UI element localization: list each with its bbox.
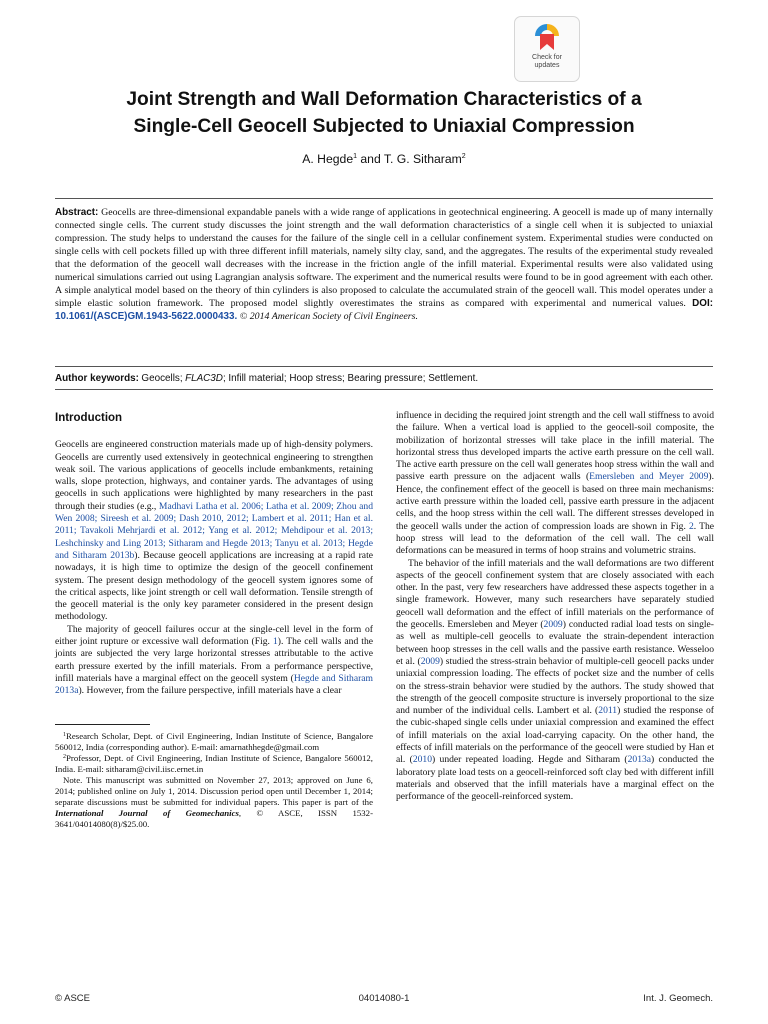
right-p2-text-5: ) under repeated loading. Hegde and Sitharam ( — [432, 754, 628, 766]
right-paragraph-2 — [396, 558, 714, 804]
fig-1-link[interactable]: 1 — [273, 636, 278, 648]
note-text-2: , © ASCE, ISSN 1532-3641/04014080(8)/$25.00. — [55, 807, 373, 829]
footer-page-id: 04014080-1 — [358, 993, 410, 1004]
author-list — [40, 152, 728, 166]
right-p2-text-4: ) studied the response of the cubic-shaped single cells under uniaxial compression and examined the effect of infill materials on the axial load-carrying capacity. On the other hand, the effects of infill materials on the performance of the geocell were studied by Han et al. ( — [396, 705, 714, 766]
right-p2-text-2: ) conducted radial load tests on single- as well as multiple-cell geocells to evaluate the strain-dependent interaction between hoop stresses in the cell walls and the passive earth resistance. Wesseloo et al. ( — [396, 619, 714, 667]
left-column — [55, 408, 373, 830]
footnote-1-mark: 1 — [63, 731, 66, 738]
abstract-copyright: © 2014 American Society of Civil Engineers. — [239, 311, 418, 322]
paper-title — [40, 86, 728, 140]
footnote-1-text: Research Scholar, Dept. of Civil Engineering, Indian Institute of Science, Bangalore 560012, India (corresponding author). E-mail: amarnathhegde@gmail.com — [55, 730, 373, 752]
divider-top — [55, 198, 713, 199]
title-line-1: Joint Strength and Wall Deformation Characteristics of a — [126, 89, 642, 110]
keyword-flac3d: FLAC3D — [185, 373, 223, 384]
badge-line-1: Check for — [532, 54, 562, 61]
intro-p2-text-1: The majority of geocell failures occur at the single-cell level in the form of either joint rupture or excessive wall deformation (Fig. — [55, 623, 373, 648]
doi-label: DOI: — [692, 298, 714, 309]
author-keywords — [55, 372, 713, 385]
badge-line-2: updates — [534, 62, 560, 69]
author-2: T. G. Sitharam — [383, 152, 462, 166]
ref-2010-link[interactable]: 2010 — [412, 754, 433, 766]
abstract — [55, 206, 713, 323]
footnote-1 — [55, 731, 373, 753]
author-1: A. Hegde — [302, 152, 354, 166]
fig-2-link[interactable]: 2 — [688, 520, 694, 532]
divider-keywords-top — [55, 366, 713, 367]
intro-paragraph-1 — [55, 439, 373, 623]
divider-keywords-bottom — [55, 389, 713, 390]
right-column — [396, 410, 714, 804]
ref-2009-b-link[interactable]: 2009 — [420, 655, 440, 667]
check-for-updates-badge[interactable] — [514, 16, 580, 82]
right-paragraph-1 — [396, 410, 714, 558]
author-joiner: and — [357, 152, 384, 166]
footnote-2-mark: 2 — [63, 753, 66, 760]
footer-journal: Int. J. Geomech. — [643, 993, 713, 1004]
footer-copyright: © ASCE — [55, 993, 90, 1004]
intro-p1-text-2: ). Because geocell applications are increasing at a rapid rate nowadays, it is high time to optimize the design of the geocell confinement system. The present design methodology of the geocell system ignores some of the critical aspects, like joint strength or cell wall deformation. Tensile strength of the geocell material is the only key parameter considered in the present design methodology. — [55, 549, 373, 623]
right-p1-text-1: influence in deciding the required joint strength and the cell wall stiffness to avoid the failure. When a vertical load is applied to the geocell-soil composite, the mobilization of horizontal stresses will take place in the infill material. The horizontal stress thus developed imparts the active earth pressure on the cell wall. The active earth pressure on the cell wall generates hoop stress within the wall and passive earth pressure on the adjacent walls ( — [396, 410, 714, 483]
keyword-geocells: Geocells; — [141, 373, 183, 384]
intro-paragraph-2 — [55, 624, 373, 698]
footnote-2 — [55, 753, 373, 775]
intro-p1-text-1: Geocells are engineered construction materials made up of high-density polymers. Geocells are currently used extensively in geotechnical engineering to strengthen weak soil. The various applications of geocells include embankments, retaining walls, slope protection, highways, and container yards. The advantages of using geocells in such applications were highlighted by many researchers in the past through their studies (e.g., — [55, 439, 373, 512]
author-2-mark: 2 — [461, 153, 466, 160]
keywords-label: Author keywords: — [55, 373, 139, 384]
right-p1-text-2: ). Hence, the confinement effect of the geocell is based on three main mechanisms: active earth pressure within the loaded cell, passive earth pressure in the adjacent cells, and the hoop stress within the cell wall. The different stresses developed in the geocell walls under the action of compression loads are shown in Fig. — [396, 471, 714, 532]
ref-emersleben-link[interactable]: Emersleben and Meyer 2009 — [589, 471, 709, 483]
abstract-label: Abstract: — [55, 207, 99, 218]
keyword-rest: ; Infill material; Hoop stress; Bearing pressure; Settlement. — [222, 373, 479, 384]
ref-2009-a-link[interactable]: 2009 — [543, 619, 563, 631]
footnote-divider — [55, 724, 150, 725]
author-1-mark: 1 — [353, 153, 358, 160]
intro-p2-text-2: ). The cell walls and the joints are subjected the very large horizontal stresses attributable to the active earth pressure exerted by the infill materials. From a performance perspective, infill materials have a marginal effect on the geocell system ( — [55, 636, 373, 684]
right-p2-text-1: The behavior of the infill materials and the wall deformations are two different aspects of the geocell confinement system that are closely associated with each other. In the past, very few researchers have addressed these aspects together in a single framework. However, many such researchers have separately studied geocell wall deformation and the effect of infill materials on the performance of the geocells. Emersleben and Meyer ( — [396, 557, 714, 631]
ref-hegde-2013a-link[interactable]: Hegde and Sitharam 2013a — [55, 672, 373, 697]
abstract-text: Geocells are three-dimensional expandable panels with a wide range of applications in geotechnical engineering. A geocell is made up of many internally connected single cells. The current study discusses the joint strength and the wall deformation characteristics of a single cell when it is subjected to uniaxial compression. The study helps to understand the causes for the failure of the single cell in a cellular confinement system. Experimental studies were conducted on single cells with cell pockets filled up with three different infill materials, namely silty clay, sand, and the aggregates. The results of the experimental study revealed that the deformation of the geocell wall decreases with the increase in the friction angle of the infill material. Experimental results were also validated using numerical simulations carried out using Lagrangian analysis software. The experiment and the numerical results were found to be in good agreement with each other. A simple analytical model based on the theory of thin cylinders is also proposed to calculate the accumulated strain of the geocell wall. This model operates under a simple elastic solution framework. The proposed model slightly overestimates the strains as compared with experimental and numerical values. — [55, 207, 714, 309]
note-text-1: Note. This manuscript was submitted on November 27, 2013; approved on June 6, 2014; published online on July 1, 2014. Discussion period open until December 1, 2014; separate discussions must be submitted for individual papers. This paper is part of the — [55, 774, 373, 807]
ref-2011-link[interactable]: 2011 — [598, 705, 618, 717]
journal-name: International Journal of Geomechanics — [55, 807, 239, 818]
title-line-2: Single-Cell Geocell Subjected to Uniaxial Compression — [133, 116, 635, 137]
ref-2013a-link[interactable]: 2013a — [627, 754, 652, 766]
doi-link[interactable]: 10.1061/(ASCE)GM.1943-5622.0000433. — [55, 311, 238, 322]
footnote-2-text: Professor, Dept. of Civil Engineering, Indian Institute of Science, Bangalore 560012, India. E-mail: sitharam@civil.iisc.ernet.in — [55, 752, 373, 774]
intro-p2-text-3: ). However, from the failure perspective, infill materials have a clear — [78, 685, 342, 697]
intro-p1-references[interactable]: Madhavi Latha et al. 2006; Latha et al. 2009; Zhou and Wen 2008; Sireesh et al. 2009; Dash 2010, 2012; Lambert et al. 2011; Han et al. 2011; Tavakoli Mehrjardi et al. 2012; Yang et al. 2012; Mehdipour et al. 2013; Leshchinsky and Ling 2013; Sitharam and Hegde 2013; Tanyu et al. 2013; Hegde and Sitharam 2013b — [55, 500, 373, 561]
right-p2-text-3: ) studied the stress-strain behavior of multiple-cell geocell packs under uniaxial compression loading. The effects of pocket size and the number of cells on the stress-strain behavior were studied by the authors. The study showed that the strength of the geocell composite structure is inversely proportional to the size and number of the individual cells. Lambert et al. ( — [396, 655, 714, 717]
crossmark-icon — [533, 22, 561, 52]
right-p1-text-3: . The hoop stress will lead to the deformation of the cell wall. The cell wall deformations can be measured in terms of hoop strains and volumetric strains. — [396, 520, 714, 557]
right-p2-text-6: ) conducted the laboratory plate load tests on a geocell-reinforced soft clay bed with different infill materials and observed that the infill materials have a marginal effect on the performance of the geocell-reinforced system. — [396, 754, 714, 803]
footnotes — [55, 731, 373, 830]
section-heading-introduction: Introduction — [55, 412, 123, 424]
manuscript-note — [55, 775, 373, 830]
